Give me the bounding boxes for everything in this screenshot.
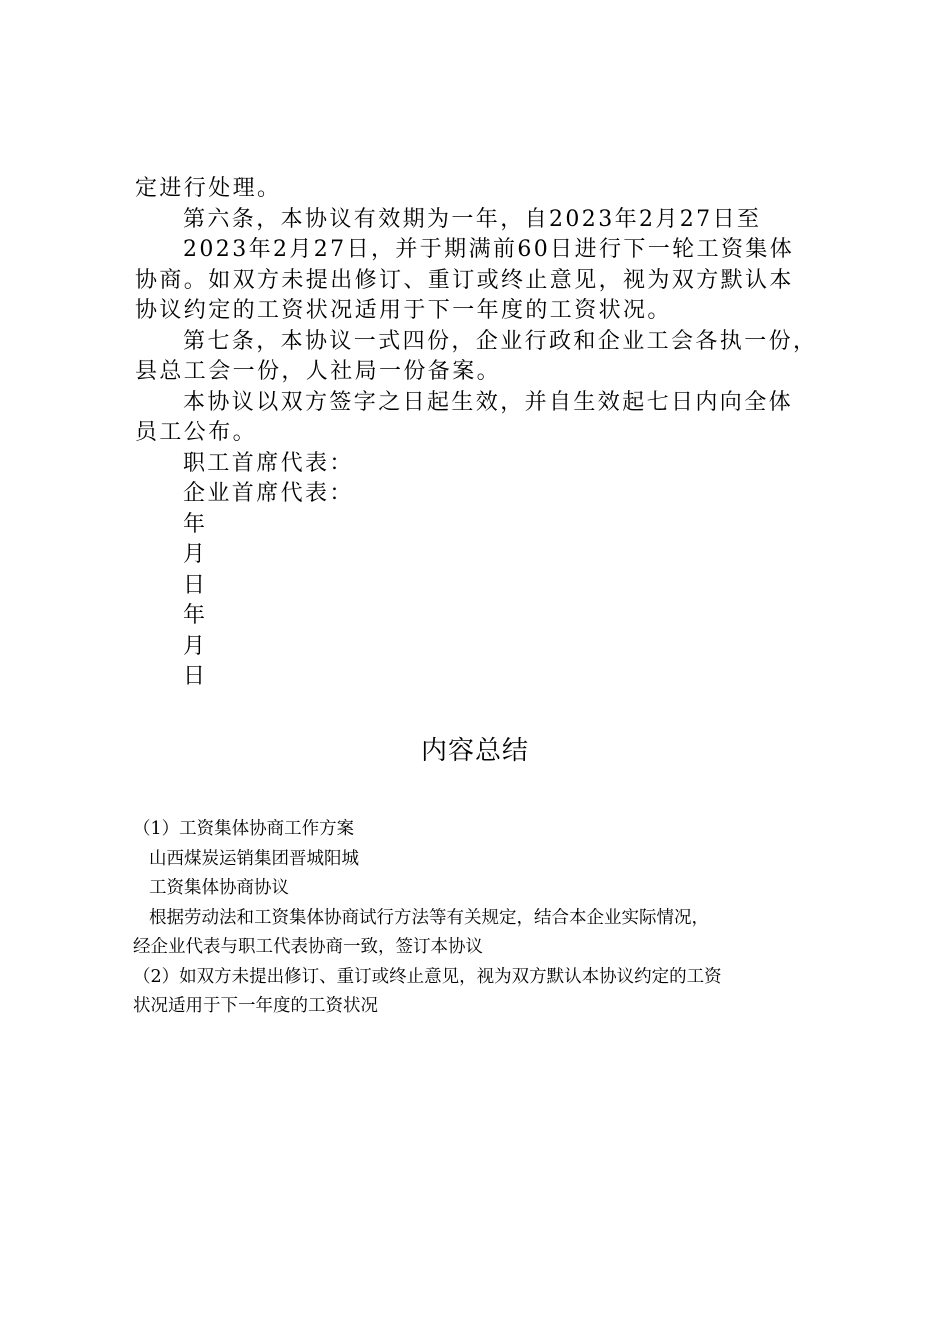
summary-line: 山西煤炭运销集团晋城阳城 [149,848,359,869]
summary-line: （1）工资集体协商工作方案 [133,819,355,839]
article-six-line: 第六条，本协议有效期为一年，自2023年2月27日至 [183,206,762,232]
text-line: 定进行处理。 [135,176,282,201]
summary-line: 工资集体协商协议 [149,878,289,898]
date-year-label: 年 [183,511,208,537]
summary-line: 状况适用于下一年度的工资状况 [133,996,378,1016]
text-line: 协议约定的工资状况适用于下一年度的工资状况。 [135,298,672,323]
date-month-label: 月 [183,633,208,659]
text-line: 县总工会一份，人社局一份备案。 [135,359,502,384]
employee-representative-label: 职工首席代表： [183,450,354,476]
date-year-label: 年 [183,603,208,628]
summary-line: （2）如双方未提出修订、重订或终止意见，视为双方默认本协议约定的工资 [133,966,722,987]
text-line: 协商。如双方未提出修订、重订或终止意见，视为双方默认本 [135,267,794,293]
summary-heading: 内容总结 [420,736,529,766]
article-seven-line: 第七条，本协议一式四份，企业行政和企业工会各执一份， [183,328,818,354]
summary-line: 根据劳动法和工资集体协商试行方法等有关规定，结合本企业实际情况， [149,907,709,928]
date-day-label: 日 [183,664,208,689]
date-day-label: 日 [183,572,208,598]
effective-clause-line: 本协议以双方签字之日起生效，并自生效起七日内向全体 [183,389,794,415]
text-line: 员工公布。 [135,420,258,445]
summary-section [133,815,833,1022]
date-month-label: 月 [183,542,208,567]
enterprise-representative-label: 企业首席代表： [183,481,354,506]
text-line: 2023年2月27日，并于期满前60日进行下一轮工资集体 [183,237,795,262]
agreement-text [135,174,835,693]
summary-line: 经企业代表与职工代表协商一致，签订本协议 [133,937,483,957]
